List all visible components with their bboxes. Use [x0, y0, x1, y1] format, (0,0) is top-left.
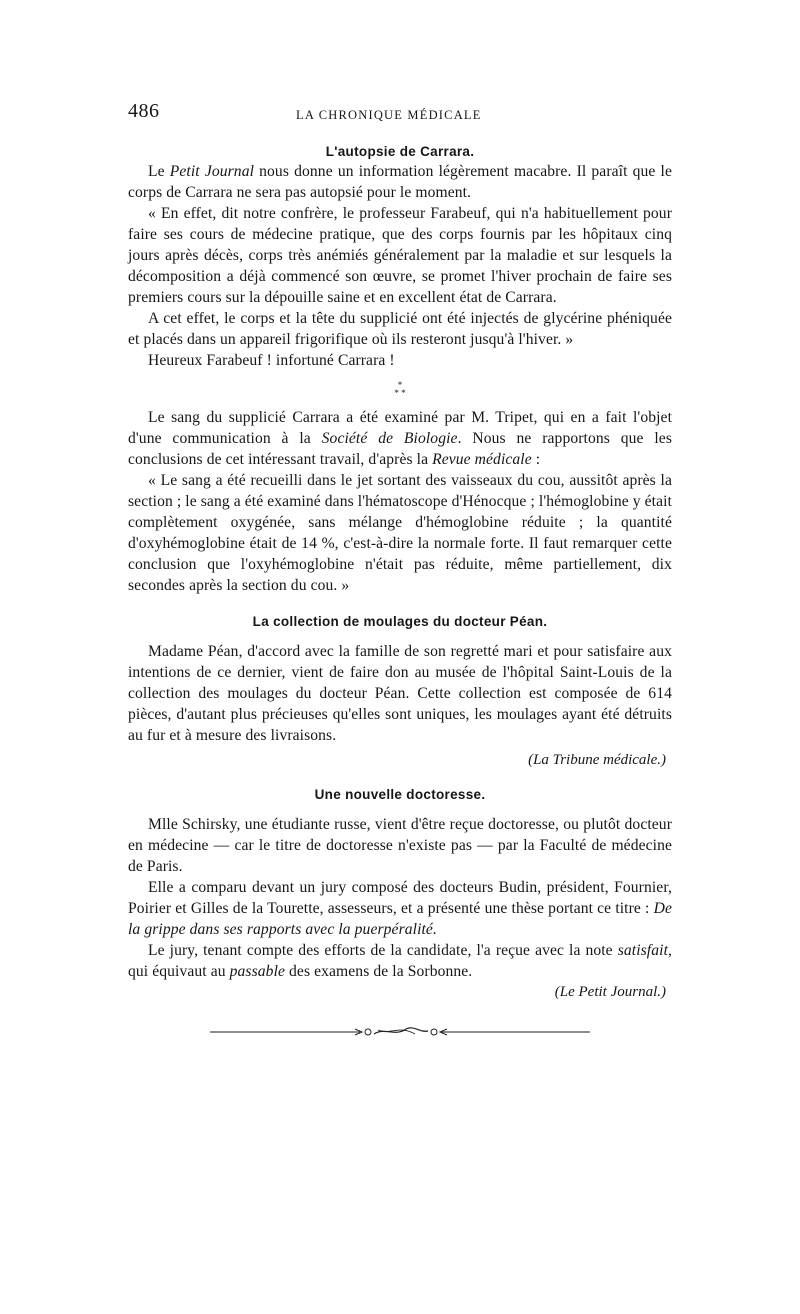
paragraph: Mlle Schirsky, une étudiante russe, vient d'être reçue doctoresse, ou plutôt docteur en médecine — car le titre de doctoresse n'existe pas — par la Faculté de médecine de Paris. [128, 816, 672, 875]
paragraph: Le jury, tenant compte des efforts de la candidate, l'a reçue avec la note satisfait, qui équivaut au passable des examens de la Sorbonne. [128, 942, 672, 980]
end-ornament [128, 1025, 672, 1044]
paragraph: A cet effet, le corps et la tête du supplicié ont été injectés de glycérine phéniquée et placés dans un appareil frigorifique où ils resteront jusqu'à l'hiver. » [128, 310, 672, 348]
paragraph: Le Petit Journal nous donne un information légèrement macabre. Il paraît que le corps de Carrara ne sera pas autopsié pour le moment. [128, 163, 672, 201]
society-name: Société de Biologie [321, 430, 458, 447]
section-title-autopsie: L'autopsie de Carrara. [325, 144, 475, 159]
journal-name: Petit Journal [169, 163, 255, 180]
paragraph: « Le sang a été recueilli dans le jet sortant des vaisseaux du cou, aussitôt après la section ; le sang a été examiné dans l'hématoscope d'Hénocque ; l'hémoglobine y était complètement oxygénée, sans mélange d'hémoglobine réduite ; la quantité d'oxyhémoglobine était de 14 %, c'est-à-dire la normale forte. Il faut remarquer cette conclusion que l'oxyhémoglobine n'était pas réduite, même partiellement, dix secondes après la section du cou. » [128, 472, 672, 594]
paragraph: Heureux Farabeuf ! infortuné Carrara ! [148, 352, 395, 369]
revue-name: Revue médicale [432, 451, 532, 468]
journal-title: LA CHRONIQUE MÉDICALE [296, 108, 482, 122]
page [128, 100, 672, 1044]
grade-satisfait: satisfait [617, 942, 668, 959]
ornament-icon [210, 1025, 590, 1039]
section-title-doctoresse: Une nouvelle doctoresse. [314, 787, 486, 802]
paragraph: Madame Péan, d'accord avec la famille de son regretté mari et pour satisfaire aux intentions de ce dernier, vient de faire don au musée de l'hôpital Saint-Louis de la collection des moulages du docteur Péan. Cette collection est composée de 614 pièces, d'autant plus précieuses qu'elles sont uniques, les moulages ayant été détruits au fur et à mesure des livraisons. [128, 643, 672, 744]
thesis-title: De la grippe dans ses rapports avec la puerpéralité. [128, 900, 672, 938]
section-title-collection: La collection de moulages du docteur Péan. [252, 614, 548, 629]
paragraph: Le sang du supplicié Carrara a été examiné par M. Tripet, qui en a fait l'objet d'une communication à la Société de Biologie. Nous ne rapportons que les conclusions de cet intéressant travail, d'après la Revue médicale : [128, 409, 672, 468]
page-number: 486 [128, 100, 160, 122]
source-citation: (Le Petit Journal.) [554, 984, 666, 1000]
asterism-separator [128, 381, 672, 397]
asterism-bottom: * * [394, 388, 406, 398]
running-head [128, 100, 672, 130]
paragraph: Elle a comparu devant un jury composé des docteurs Budin, président, Fournier, Poirier et Gilles de la Tourette, assesseurs, et a présenté une thèse portant ce titre : De la grippe dans ses rapports avec la puerpéralité. [128, 879, 672, 938]
grade-passable: passable [229, 963, 286, 980]
asterism-top: * [397, 380, 403, 390]
source-citation: (La Tribune médicale.) [528, 752, 666, 768]
paragraph: « En effet, dit notre confrère, le professeur Farabeuf, qui n'a habituellement pour faire ses cours de médecine pratique, que des corps fournis par les hôpitaux cinq jours après décès, corps très anémiés généralement par la maladie et sur lesquels la décomposition a déjà commencé son œuvre, se promet l'hiver prochain de faire ses premiers cours sur la dépouille saine et en excellent état de Carrara. [128, 205, 672, 306]
